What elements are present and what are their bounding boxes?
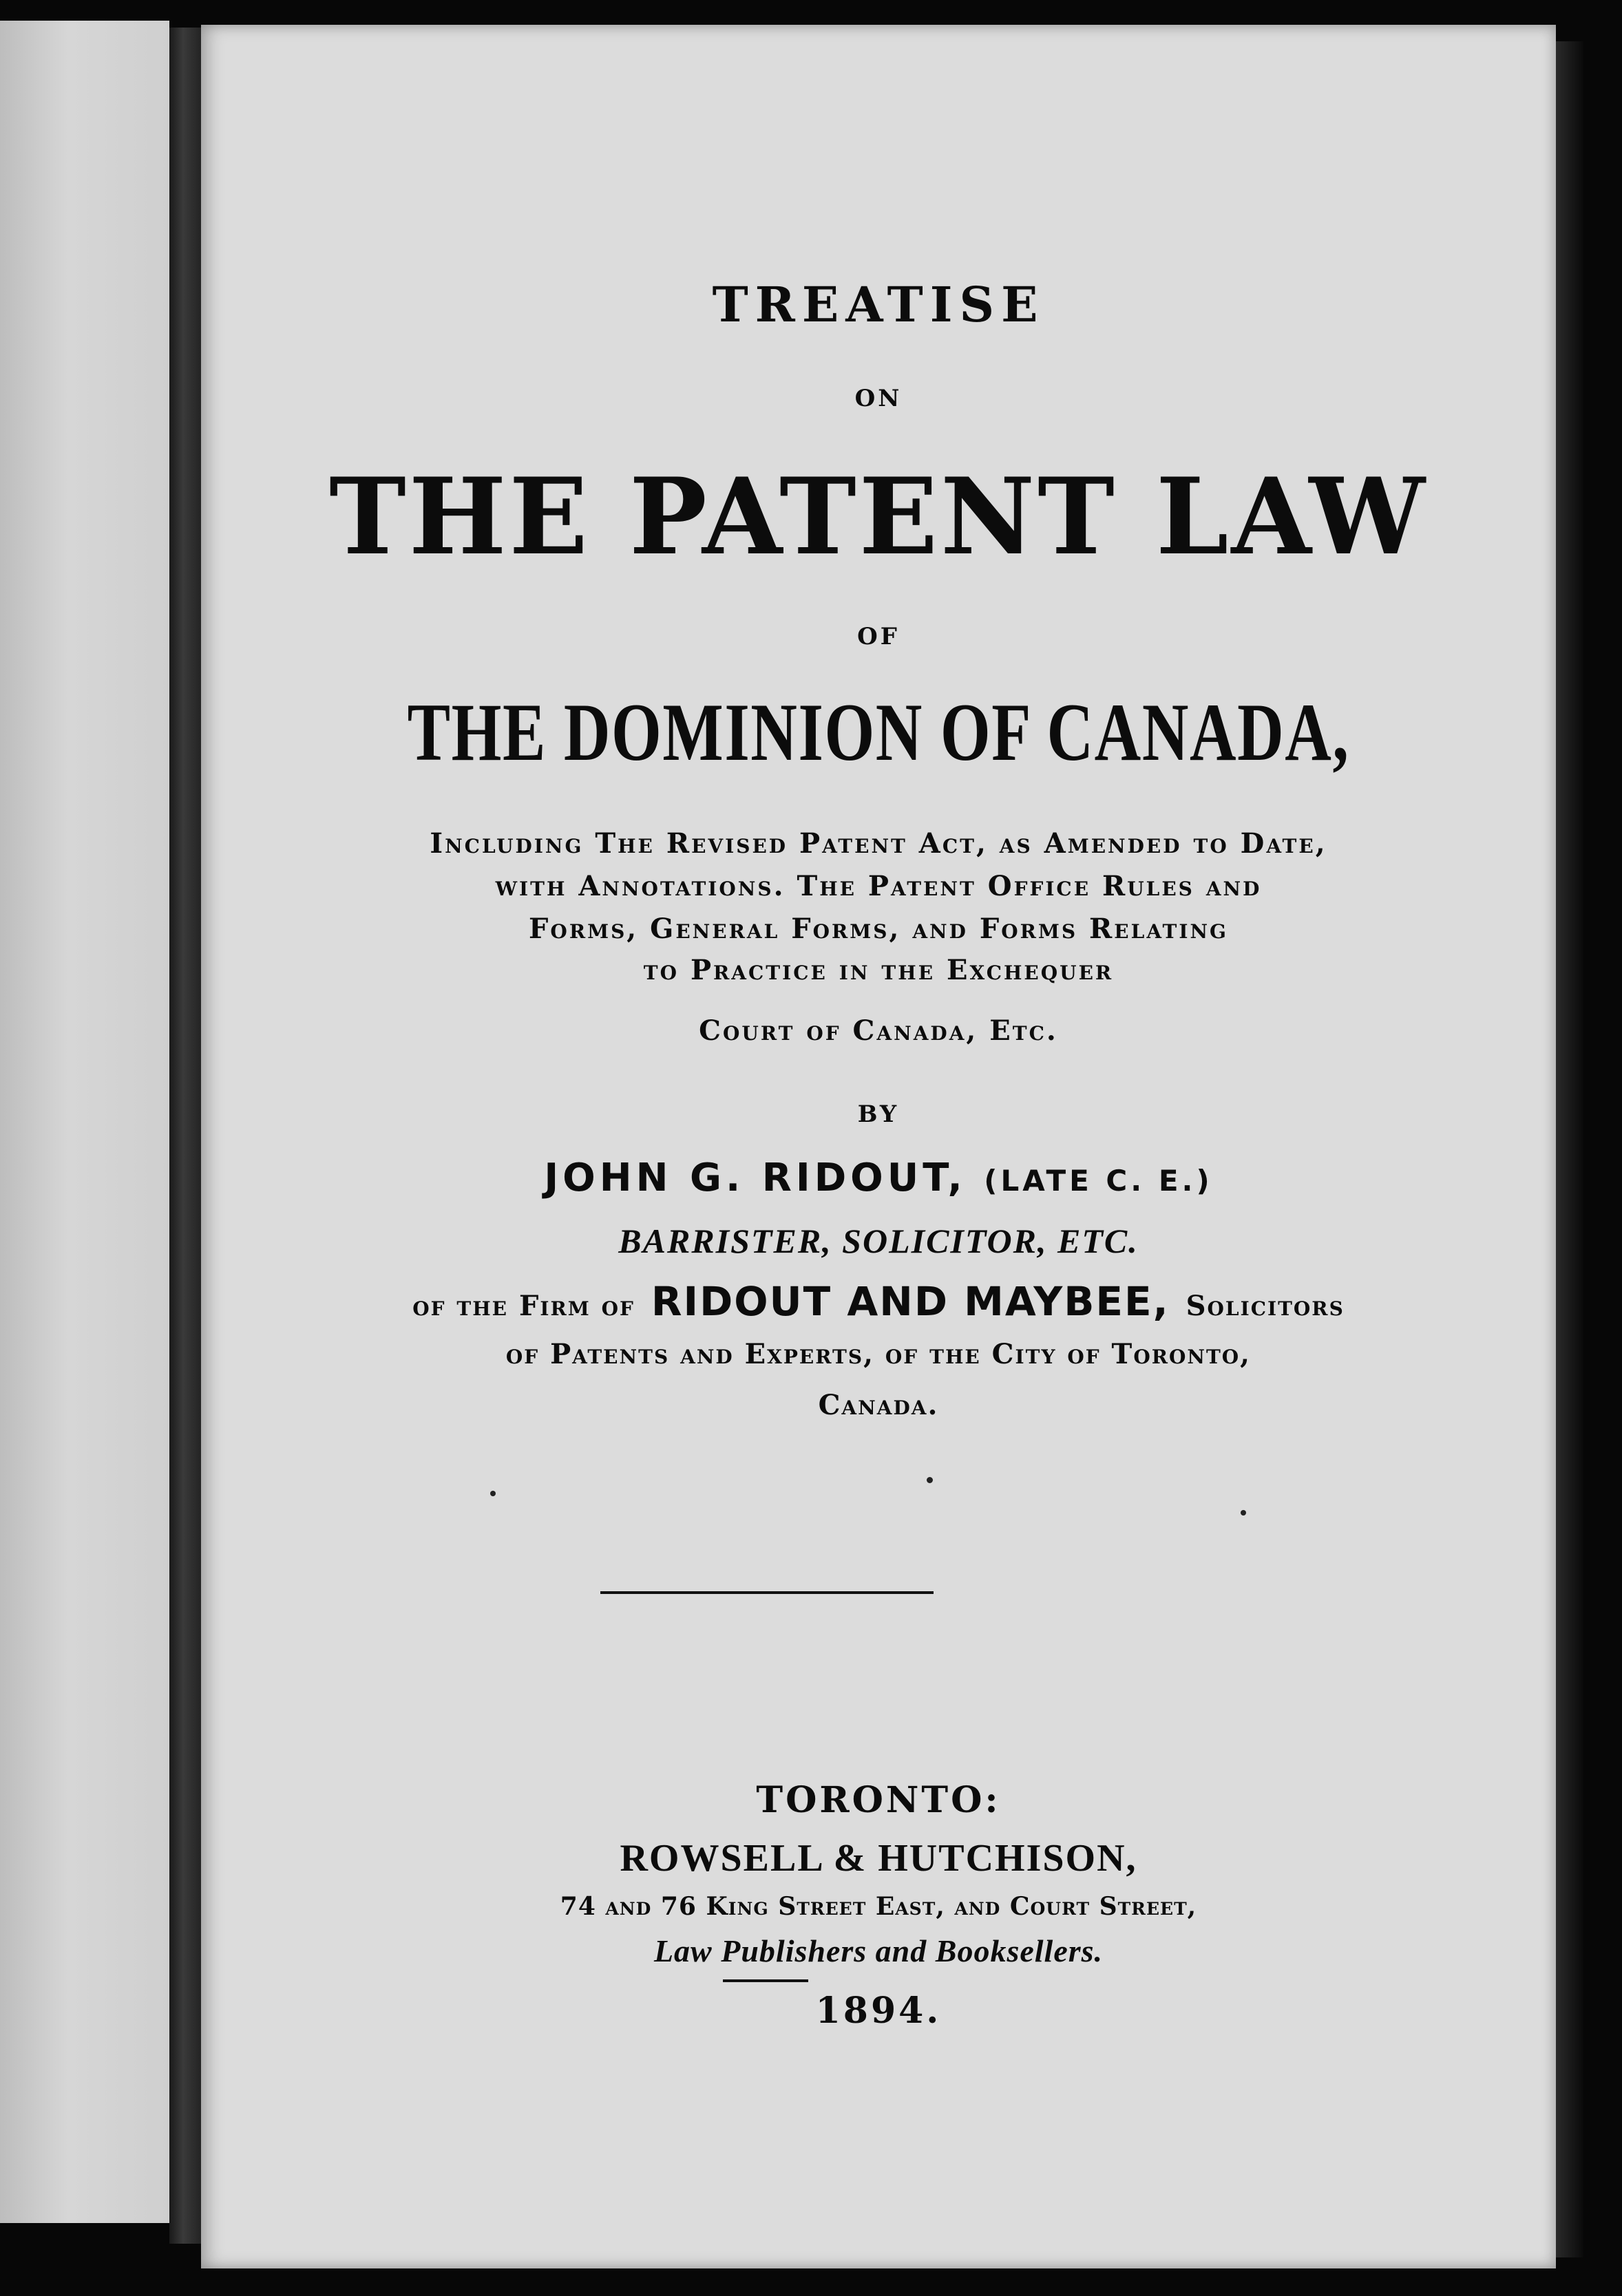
subtitle-line-5: Court of Canada, Etc. <box>699 1014 1058 1047</box>
imprint-rule <box>723 1979 808 1982</box>
page-edge-shadow <box>1556 41 1583 2257</box>
firm-line-2: of Patents and Experts, of the City of Toronto, <box>505 1338 1252 1370</box>
facing-page-edge <box>0 21 169 2223</box>
dust-speck <box>927 1477 933 1483</box>
imprint-trade: Law Publishers and Booksellers. <box>653 1933 1104 1968</box>
title-page <box>201 25 1556 2268</box>
author-profession: BARRISTER, SOLICITOR, ETC. <box>618 1222 1139 1260</box>
subtitle-line-3: Forms, General Forms, and Forms Relating <box>529 913 1228 945</box>
subtitle-line-1: Including The Revised Patent Act, as Amended to Date, <box>430 827 1327 860</box>
book-gutter <box>169 28 204 2244</box>
subtitle-line-2: with Annotations. The Patent Office Rules and <box>495 870 1262 902</box>
imprint-publisher: ROWSELL & HUTCHISON, <box>620 1837 1137 1880</box>
imprint-address: 74 and 76 King Street East, and Court Street, <box>560 1892 1197 1921</box>
dominion-title: THE DOMINION OF CANADA, <box>407 686 1350 778</box>
imprint-city: TORONTO: <box>756 1779 1001 1821</box>
firm-suffix: Solicitors <box>1186 1290 1345 1322</box>
imprint-year: 1894. <box>815 1990 942 2032</box>
by-label: BY <box>857 1101 900 1128</box>
connector-on: ON <box>854 385 903 412</box>
author-name: JOHN G. RIDOUT, <box>544 1156 967 1200</box>
main-title: THE PATENT LAW <box>329 455 1428 579</box>
ornamental-rule <box>600 1591 934 1594</box>
dust-speck <box>490 1491 496 1496</box>
pretitle: TREATISE <box>712 276 1045 333</box>
firm-line-3: Canada. <box>818 1389 939 1421</box>
subtitle-line-4: to Practice in the Exchequer <box>643 954 1114 986</box>
firm-name: RIDOUT AND MAYBEE, <box>651 1278 1170 1325</box>
firm-line-1 <box>201 1278 1556 1325</box>
author-note: (LATE C. E.) <box>984 1164 1213 1198</box>
firm-prefix: of the Firm of <box>412 1290 635 1322</box>
author-line <box>201 1156 1556 1200</box>
connector-of: OF <box>857 623 900 650</box>
dust-speck <box>1241 1510 1246 1516</box>
